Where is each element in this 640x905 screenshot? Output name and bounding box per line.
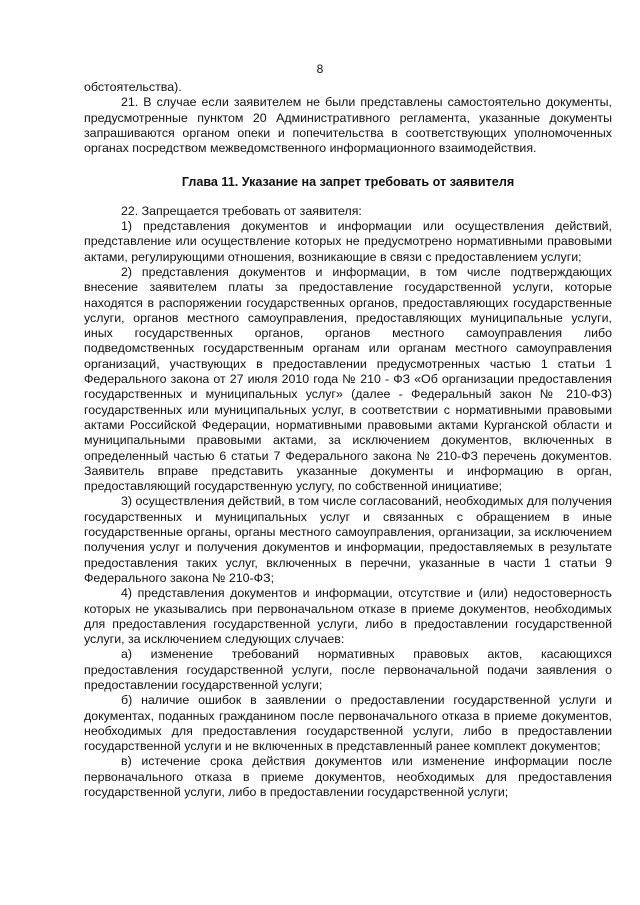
list-item-4: 4) представления документов и информации, отсутствие и (или) недостоверность которых не указывались при первоначальном отказе в приеме документов, необходимых для предоставления государственной услуги, либо в предоставлении государственной услуги, за исключением следующих случаев: <box>84 586 612 647</box>
chapter-heading: Глава 11. Указание на запрет требовать от заявителя <box>181 175 515 190</box>
paragraph-21: 21. В случае если заявителем не были представлены самостоятельно документы, предусмотренные пунктом 20 Административного регламента, указанные документы запрашиваются органом опеки и попечительства в соответствующих уполномоченных органах посредством межведомственного информационного взаимодействия. <box>84 95 612 156</box>
sub-item-a: а) изменение требований нормативных правовых актов, касающихся предоставления государственной услуги, после первоначальной подачи заявления о предоставлении государственной услуги; <box>84 647 612 692</box>
paragraph-22: 22. Запрещается требовать от заявителя: <box>121 203 362 218</box>
paragraph-continuation: обстоятельства). <box>84 80 182 94</box>
list-item-3: 3) осуществления действий, в том числе согласований, необходимых для получения государственных и муниципальных услуг и связанных с обращением в иные государственные органы, органы местного самоуправления, организации, за исключением получения услуг и получения документов и информации, предоставляемых в результате предоставления таких услуг, включенных в перечни, указанные в части 1 статьи 9 Федерального закона № 210-ФЗ; <box>84 494 612 585</box>
page-number: 8 <box>316 62 324 76</box>
document-body <box>84 80 612 800</box>
list-item-1: 1) представления документов и информации или осуществления действий, представление или осуществление которых не предусмотрено нормативными правовыми актами, регулирующими отношения, возникающие в связи с предоставлением услуги; <box>84 219 612 264</box>
list-item-2: 2) представления документов и информации, в том числе подтверждающих внесение заявителем платы за предоставление государственной услуги, которые находятся в распоряжении государственных органов, предоставляющих государственные услуги, органов местного самоуправления, предоставляющих муниципальные услуги, иных государственных органов, органов местного самоуправления либо подведомственных государственным органам или органам местного самоуправления организаций, участвующих в предоставлении предусмотренных частью 1 статьи 1 Федерального закона от 27 июля 2010 года № 210 - ФЗ «Об организации предоставления государственных и муниципальных услуг» (далее - Федеральный закон № 210-ФЗ) государственных или муниципальных услуг, в соответствии с нормативными правовыми актами Российской Федерации, нормативными правовыми актами Курганской области и муниципальными правовыми актами, за исключением документов, включенных в определенный частью 6 статьи 7 Федерального закона № 210-ФЗ перечень документов. Заявитель вправе представить указанные документы и информацию в орган, предоставляющий государственную услугу, по собственной инициативе; <box>84 264 612 494</box>
sub-item-b: б) наличие ошибок в заявлении о предоставлении государственной услуги и документах, поданных гражданином после первоначального отказа в приеме документов, необходимых для предоставления государственной услуги, либо в предоставлении государственной услуги и не включенных в представленный ранее комплект документов; <box>84 693 612 754</box>
sub-item-c: в) истечение срока действия документов или изменение информации после первоначального отказа в приеме документов, необходимых для предоставления государственной услуги, либо в предоставлении государственной услуги; <box>84 754 612 800</box>
